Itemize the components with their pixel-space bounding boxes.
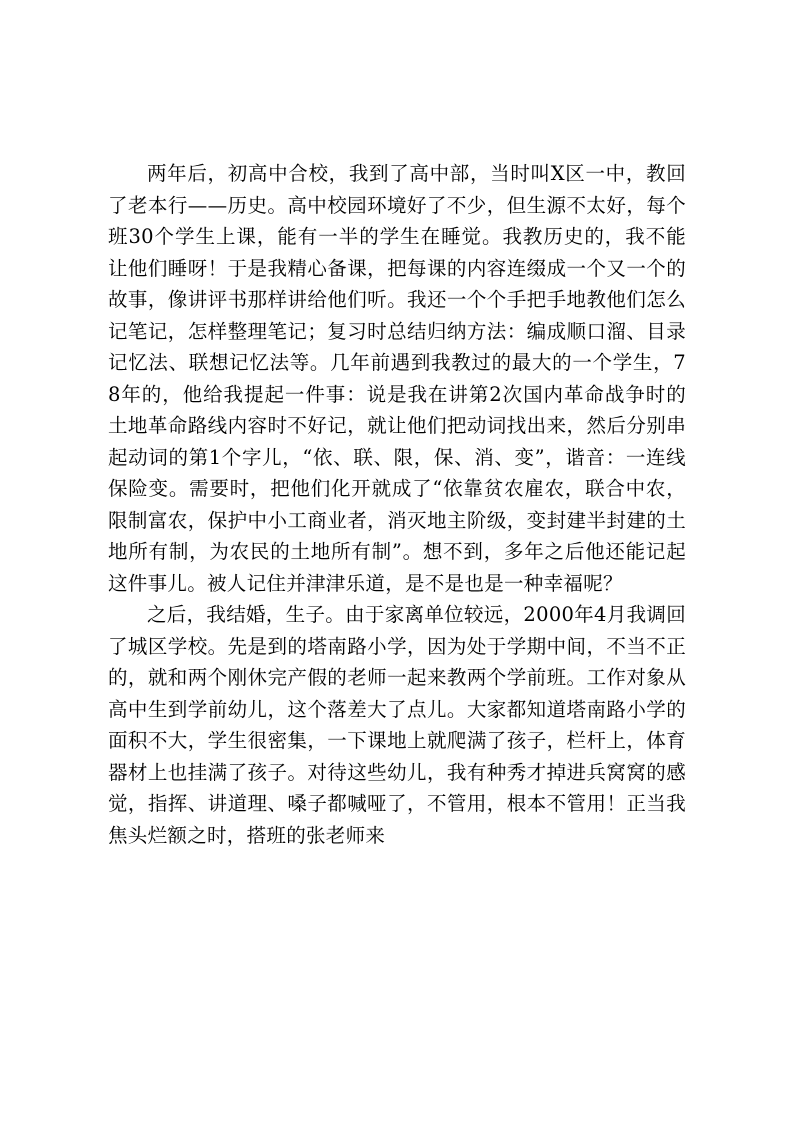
paragraph-1: 两年后，初高中合校，我到了高中部，当时叫X区一中，教回了老本行——历史。高中校园环境好了不少，但生源不太好，每个班30个学生上课，能有一半的学生在睡觉。我教历史的，我不能让他们睡呀！于是我精心备课，把每课的内容连缀成一个又一个的故事，像讲评书那样讲给他们听。我还一个个手把手地教他们怎么记笔记，怎样整理笔记；复习时总结归纳方法：编成顺口溜、目录记忆法、联想记忆法等。几年前遇到我教过的最大的一个学生，78年的，他给我提起一件事：说是我在讲第2次国内革命战争时的土地革命路线内容时不好记，就让他们把动词找出来，然后分别串起动词的第1个字儿，“依、联、限，保、消、变”，谐音：一连线保险变。需要时，把他们化开就成了“依靠贫农雇农，联合中农，限制富农，保护中小工商业者，消灭地主阶级，变封建半封建的土地所有制，为农民的土地所有制”。想不到，多年之后他还能记起这件事儿。被人记住并津津乐道，是不是也是一种幸福呢？ (108, 162, 686, 595)
paragraph-2: 之后，我结婚，生子。由于家离单位较远，2000年4月我调回了城区学校。先是到的塔南路小学，因为处于学期中间，不当不正的，就和两个刚休完产假的老师一起来教两个学前班。工作对象从高中生到学前幼儿，这个落差大了点儿。大家都知道塔南路小学的面积不大，学生很密集，一下课地上就爬满了孩子，栏杆上，体育器材上也挂满了孩子。对待这些幼儿，我有种秀才掉进兵窝窝的感觉，指挥、讲道理、嗓子都喊哑了，不管用，根本不管用！正当我焦头烂额之时，搭班的张老师来 (108, 603, 686, 847)
document-body (108, 158, 686, 851)
